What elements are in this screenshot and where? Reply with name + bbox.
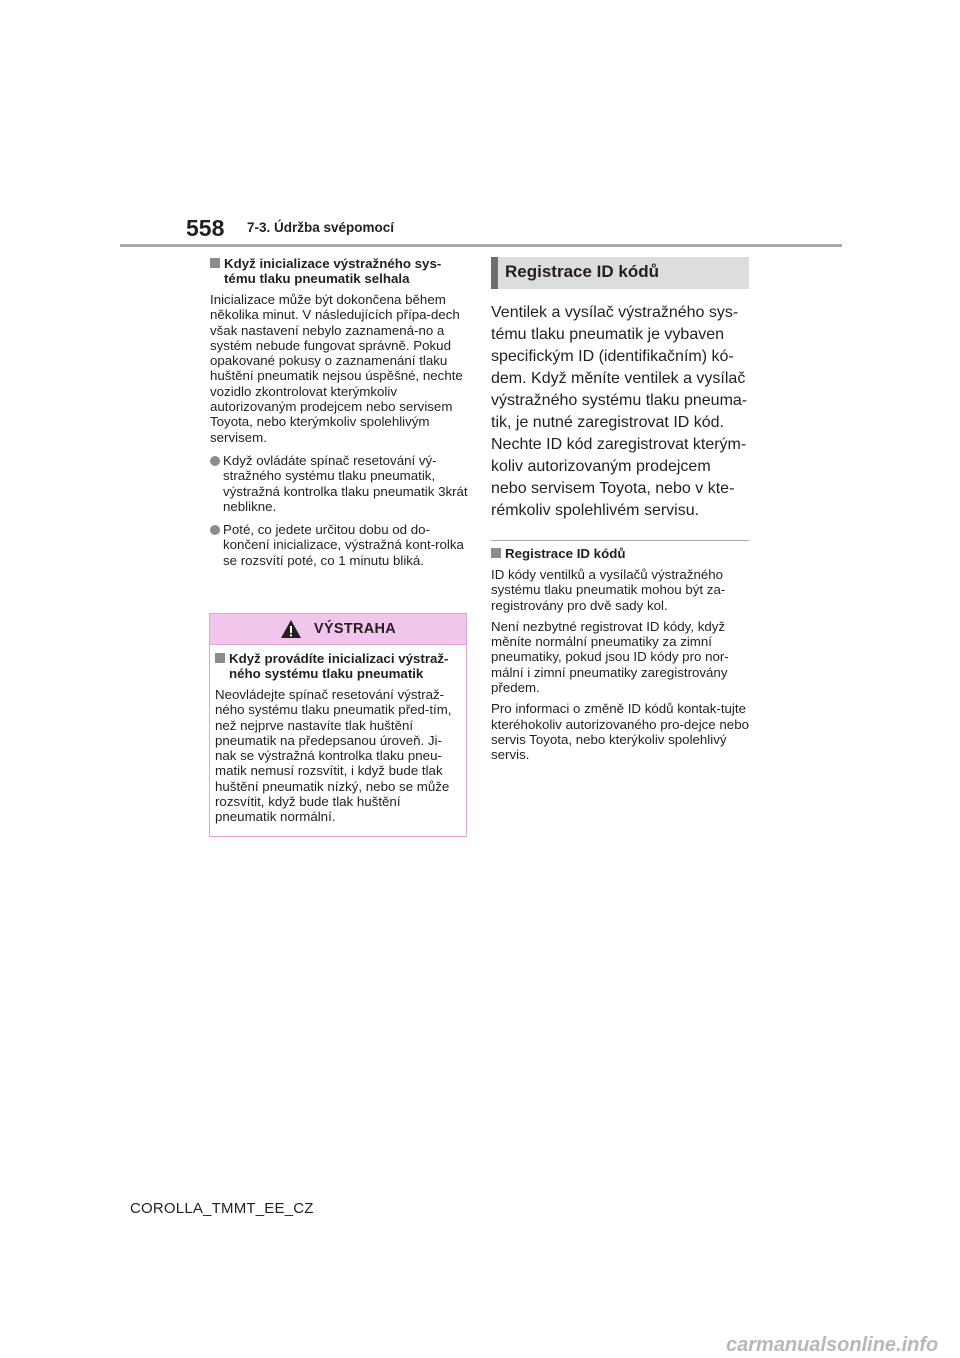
right-column <box>491 257 749 763</box>
header-accent-bar <box>491 257 498 289</box>
warning-heading <box>215 651 460 681</box>
left-column <box>210 256 468 568</box>
registration-intro: Ventilek a vysílač výstražného sys-tému tlaku pneumatik je vybaven specifickým ID (identifikačním) kó-dem. Když měníte ventilek a vysílač výstražného systému tlaku pneuma-tik, je nutné zaregistrovat ID kód. Nechte ID kód zaregistrovat kterým-koliv autorizovaným prodejcem nebo servisem Toyota, nebo v kte-rémkoliv spolehlivém servisu. <box>491 304 748 519</box>
left-bullet-2-text: Poté, co jedete určitou dobu od do-končení inicializace, výstražná kont-rolka se rozsvítí poté, co 1 minutu bliká. <box>223 522 464 568</box>
warning-heading-text: Když provádíte inicializaci výstraž-ného systému tlaku pneumatik <box>229 651 449 681</box>
left-paragraph: Inicializace může být dokončena během několika minut. V následujících přípa-dech však nastavení nebylo zaznamená-no a systém nebude fungovat správně. Pokud opakované pokusy o zaznamenání tlaku huštění pneumatik nejsou úspěšné, nechte vozidlo zkontrolovat kterýmkoliv autorizovaným prodejcem nebo servisem Toyota, nebo kterýmkoliv spolehlivým servisem. <box>210 292 463 445</box>
warning-title: VÝSTRAHA <box>313 621 397 637</box>
warning-text: Neovládejte spínač resetování výstraž-ného systému tlaku pneumatik před-tím, než nejprve nastavíte tlak huštění pneumatik na předepsanou úroveň. Ji-nak se výstražná kontrolka tlaku pneu-matik nemusí rozsvítit, i když bude tlak huštění pneumatik nízký, nebo se může rozsvítit, když bude tlak huštění pneumatik normální. <box>215 687 452 825</box>
left-bullet-2 <box>210 522 468 568</box>
square-bullet-icon <box>210 258 220 268</box>
left-heading-text: Když inicializace výstražného sys-tému tlaku pneumatik selhala <box>224 256 442 286</box>
square-bullet-icon <box>215 653 225 663</box>
registration-subheading-text: Registrace ID kódů <box>505 546 626 561</box>
watermark: carmanualsonline.info <box>726 1334 939 1356</box>
section-divider <box>491 540 749 541</box>
registration-subheading <box>491 546 749 561</box>
left-bullet-1-text: Když ovládáte spínač resetování vý-stražného systému tlaku pneumatik, výstražná kontrolka tlaku pneumatik 3krát neblikne. <box>223 452 468 514</box>
left-heading <box>210 256 468 286</box>
registration-paragraph-3: Pro informaci o změně ID kódů kontak-tujte kteréhokoliv autorizovaného pro-dejce nebo servis Toyota, nebo kterýkoliv spolehlivý servis. <box>491 701 749 763</box>
registration-title: Registrace ID kódů <box>505 262 659 281</box>
page-number: 558 <box>186 215 225 241</box>
footer-code: COROLLA_TMMT_EE_CZ <box>130 1200 314 1217</box>
section-title: 7-3. Údržba svépomocí <box>247 220 395 235</box>
square-bullet-icon <box>491 548 501 558</box>
warning-header <box>210 614 466 645</box>
round-bullet-icon <box>210 456 220 466</box>
registration-paragraph-2: Není nezbytné registrovat ID kódy, když měníte normální pneumatiky za zimní pneumatiky, pokud jsou ID kódy pro nor-mální i zimní pneumatiky zaregistrovány předem. <box>491 618 729 696</box>
warning-triangle-icon <box>280 619 302 639</box>
warning-box <box>209 613 467 837</box>
header-divider <box>120 244 842 247</box>
registration-section <box>491 546 749 763</box>
round-bullet-icon <box>210 525 220 535</box>
warning-body <box>210 645 466 825</box>
registration-header <box>491 257 749 289</box>
registration-paragraph-1: ID kódy ventilků a vysílačů výstražného systému tlaku pneumatik mohou být za-registrovány pro dvě sady kol. <box>491 567 726 613</box>
left-bullet-1 <box>210 453 468 514</box>
